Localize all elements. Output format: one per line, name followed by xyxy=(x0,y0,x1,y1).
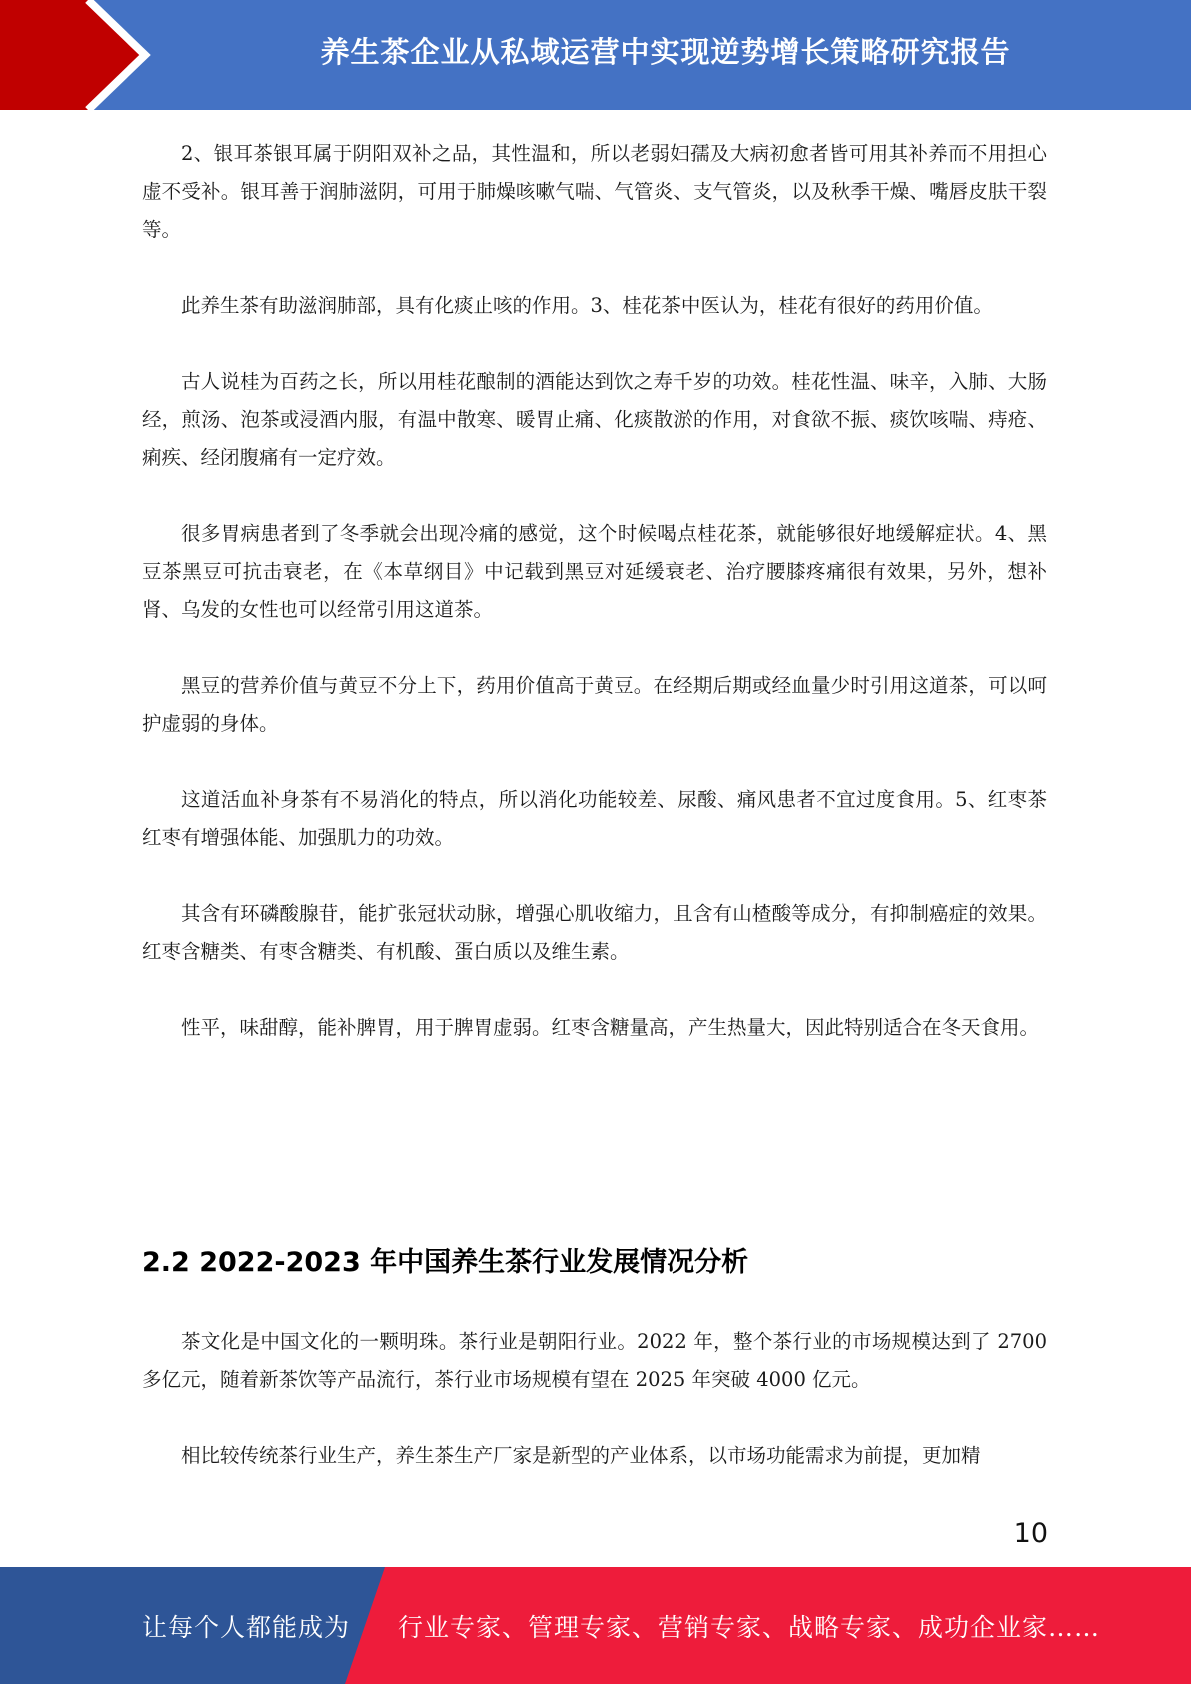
paragraph: 其含有环磷酸腺苷，能扩张冠状动脉，增强心肌收缩力，且含有山楂酸等成分，有抑制癌症的效果。红枣含糖类、有枣含糖类、有机酸、蛋白质以及维生素。 xyxy=(142,902,1047,963)
paragraph: 2、银耳茶银耳属于阴阳双补之品，其性温和，所以老弱妇孺及大病初愈者皆可用其补养而不用担心虚不受补。银耳善于润肺滋阴，可用于肺燥咳嗽气喘、气管炎、支气管炎，以及秋季干燥、嘴唇皮肤干裂等。 xyxy=(142,142,1047,241)
report-title: 养生茶企业从私域运营中实现逆势增长策略研究报告 xyxy=(320,34,1011,69)
header-arrow-decoration xyxy=(0,0,160,110)
paragraph: 茶文化是中国文化的一颗明珠。茶行业是朝阳行业。2022 年，整个茶行业的市场规模达到了 2700 多亿元，随着新茶饮等产品流行，茶行业市场规模有望在 2025 年突破 4000 亿元。 xyxy=(142,1330,1047,1391)
page-footer xyxy=(0,1567,1191,1684)
body-text xyxy=(142,135,1047,1085)
section-body-text xyxy=(142,1323,1047,1513)
paragraph: 古人说桂为百药之长，所以用桂花酿制的酒能达到饮之寿千岁的功效。桂花性温、味辛，入肺、大肠经，煎汤、泡茶或浸酒内服，有温中散寒、暖胃止痛、化痰散淤的作用，对食欲不振、痰饮咳喘、痔疮、痢疾、经闭腹痛有一定疗效。 xyxy=(142,370,1047,469)
footer-slogan-left: 让每个人都能成为 xyxy=(142,1612,351,1642)
paragraph: 相比较传统茶行业生产，养生茶生产厂家是新型的产业体系，以市场功能需求为前提，更加精 xyxy=(181,1444,981,1467)
paragraph: 此养生茶有助滋润肺部，具有化痰止咳的作用。3、桂花茶中医认为，桂花有很好的药用价值。 xyxy=(181,294,993,317)
footer-slogan-right: 行业专家、管理专家、营销专家、战略专家、成功企业家…… xyxy=(398,1612,1101,1642)
section-heading: 2.2 2022-2023 年中国养生茶行业发展情况分析 xyxy=(142,1247,749,1278)
page-number: 10 xyxy=(1013,1518,1048,1549)
paragraph: 这道活血补身茶有不易消化的特点，所以消化功能较差、尿酸、痛风患者不宜过度食用。5、红枣茶红枣有增强体能、加强肌力的功效。 xyxy=(142,788,1047,849)
paragraph: 性平，味甜醇，能补脾胃，用于脾胃虚弱。红枣含糖量高，产生热量大，因此特别适合在冬天食用。 xyxy=(181,1016,1040,1039)
paragraph: 很多胃病患者到了冬季就会出现冷痛的感觉，这个时候喝点桂花茶，就能够很好地缓解症状。4、黑豆茶黑豆可抗击衰老，在《本草纲目》中记载到黑豆对延缓衰老、治疗腰膝疼痛很有效果，另外，想补肾、乌发的女性也可以经常引用这道茶。 xyxy=(142,522,1047,621)
paragraph: 黑豆的营养价值与黄豆不分上下，药用价值高于黄豆。在经期后期或经血量少时引用这道茶，可以呵护虚弱的身体。 xyxy=(142,674,1047,735)
page-header xyxy=(0,0,1191,110)
